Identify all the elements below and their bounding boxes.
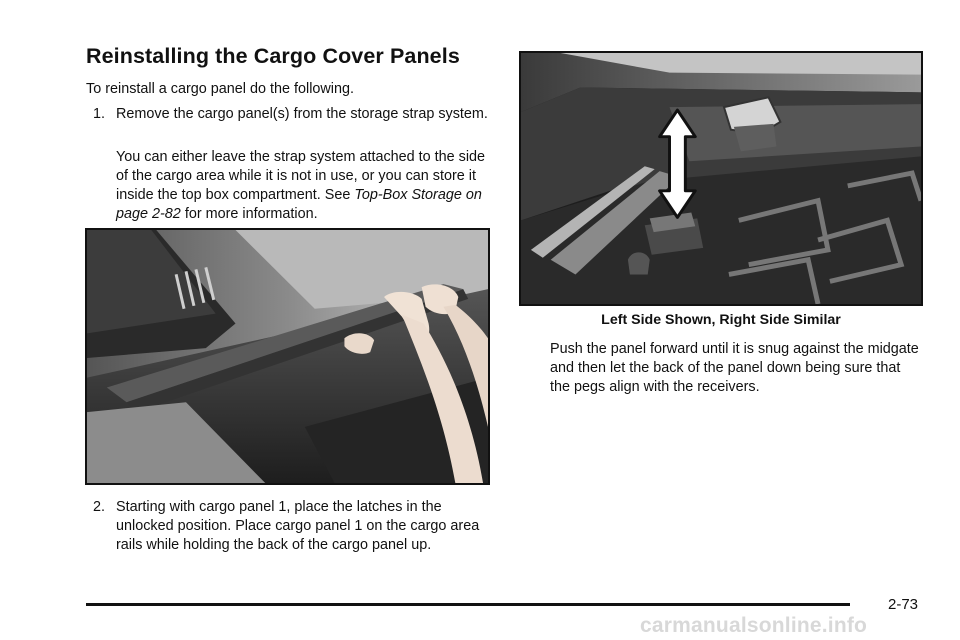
footer-rule [86,603,850,606]
cargo-rail-photo-illustration [521,53,921,304]
intro-text: To reinstall a cargo panel do the following. [86,81,354,97]
watermark: carmanualsonline.info [640,614,868,637]
figure-caption: Left Side Shown, Right Side Similar [601,312,841,328]
cargo-panel-photo-illustration [87,230,488,483]
cargo-panel-photo [85,228,490,485]
note-text-after: for more information. [180,206,318,222]
top-box-storage-reference: Top-Box Storage on page 2-82 [116,187,482,222]
step-1-text: Remove the cargo panel(s) from the storage strap system. [116,106,488,122]
step-2 [93,498,503,555]
storage-note [116,148,496,224]
push-panel-text: Push the panel forward until it is snug against the midgate and then let the back of the panel down being sure that the pegs align with the receivers. [550,341,919,395]
page-title: Reinstalling the Cargo Cover Panels [86,44,460,68]
page-number: 2-73 [888,596,919,613]
note-text-before: You can either leave the strap system attached to the side of the cargo area while it is not in use, or you can store it inside the top box compartment. See [116,149,486,203]
step-2-text: Starting with cargo panel 1, place the latches in the unlocked position. Place cargo panel 1 on the cargo area rails while holding the back of the cargo panel up. [116,499,480,553]
step-2-number: 2. [93,499,106,515]
step-1-number: 1. [93,106,106,122]
cargo-rail-photo [519,51,923,306]
step-1 [93,105,503,124]
